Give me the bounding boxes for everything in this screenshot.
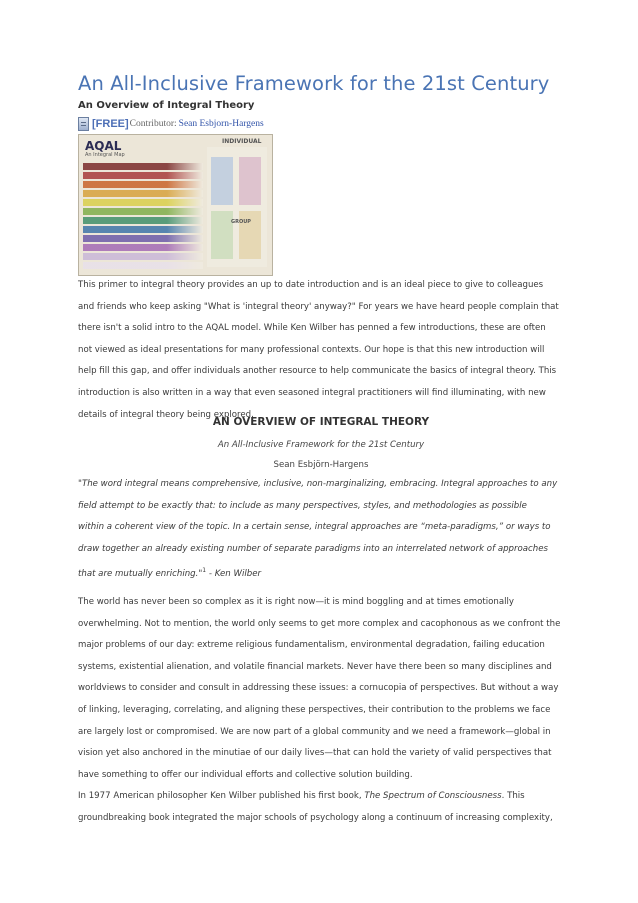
intro-line: and friends who keep asking "What is 'integral theory' anyway?" For years we have heard people complain that xyxy=(78,301,559,312)
paragraph-line: vision yet also anchored in the minutiae of our daily lives—that can hold the variety of valid perspectives that xyxy=(78,748,552,759)
aqal-quadrant-grid xyxy=(207,147,267,267)
intro-line: there isn't a solid intro to the AQAL model. While Ken Wilber has penned a few introductions, these are often xyxy=(78,323,546,334)
aqal-logo-subtitle: An Integral Map xyxy=(85,152,125,158)
paragraph-line: major problems of our day: extreme religious fundamentalism, environmental degradation, failing education xyxy=(78,640,545,651)
paragraph-line: worldviews to consider and consult in addressing these issues: a cornucopia of perspectives. But without a way xyxy=(78,683,559,694)
aqal-band xyxy=(83,172,203,179)
paragraph-line: have something to offer our individual efforts and collective solution building. xyxy=(78,769,413,780)
aqal-band xyxy=(83,163,203,170)
paragraph-line: systems, existential alienation, and volatile financial markets. Never have there been so many disciplines and xyxy=(78,661,552,672)
aqal-band xyxy=(83,235,203,242)
document-subtitle: An Overview of Integral Theory xyxy=(78,100,255,111)
quote-line: field attempt to be exactly that: to include as many perspectives, styles, and methodologies as possible xyxy=(78,500,527,511)
intro-line: not viewed as ideal presentations for many professional contexts. Our hope is that this new introduction will xyxy=(78,344,545,355)
aqal-band xyxy=(83,199,203,206)
wilber-quote xyxy=(78,474,564,582)
intro-line: help fill this gap, and offer individuals another resource to help communicate the basics of integral theory. This xyxy=(78,366,557,377)
footnote-mark[interactable]: 1 xyxy=(202,567,207,575)
document-icon xyxy=(78,117,89,131)
contributor-link[interactable]: Sean Esbjorn-Hargens xyxy=(178,119,264,129)
aqal-map-image xyxy=(78,134,273,276)
book-title: The Spectrum of Consciousness xyxy=(364,791,502,801)
contributor-label: Contributor: xyxy=(129,119,177,129)
intro-line: introduction is also written in a way that even seasoned integral practitioners will find illuminating, with new xyxy=(78,387,546,398)
aqal-band xyxy=(83,262,203,269)
aqal-band xyxy=(83,208,203,215)
contributor-row xyxy=(78,116,264,132)
aqal-band xyxy=(83,190,203,197)
quote-line: "The word integral means comprehensive, inclusive, non-marginalizing, embracing. Integral approaches to any xyxy=(78,479,558,489)
aqal-band xyxy=(83,226,203,233)
quote-last-line: that are mutually enriching."$^1$ - Ken Wilber xyxy=(78,567,262,580)
wilber-history-paragraph: In 1977 American philosopher Ken Wilber published his first book, The Spectrum of Consciousness. This groundbreaking book integrated the major schools of psychology along a continuum of increasing complexity, xyxy=(78,791,553,823)
intro-line: This primer to integral theory provides an up to date introduction and is an ideal piece to give to colleagues xyxy=(78,280,544,290)
aqal-band xyxy=(83,244,203,251)
aqal-group-label: GROUP xyxy=(231,219,251,225)
aqal-logo-text: AQAL xyxy=(85,139,122,153)
quote-line: within a coherent view of the topic. In a certain sense, integral approaches are “meta-paradigms,” or ways to xyxy=(78,522,551,533)
paragraph-line: overwhelming. Not to mention, the world only seems to get more complex and cacophonous as we confront the xyxy=(78,618,561,629)
aqal-band xyxy=(83,217,203,224)
aqal-band xyxy=(83,253,203,260)
intro-line: details of integral theory being explored. xyxy=(78,409,254,420)
document-title: An All-Inclusive Framework for the 21st Century xyxy=(78,72,550,95)
intro-paragraph xyxy=(78,275,564,426)
paragraph-line: The world has never been so complex as it is right now—it is mind boggling and at times emotionally xyxy=(78,597,514,607)
overview-subheading: An All-Inclusive Framework for the 21st Century xyxy=(217,440,425,450)
paragraph-line: of linking, leveraging, correlating, and aligning these perspectives, their contribution to the problems we face xyxy=(78,704,551,715)
free-badge[interactable]: [FREE] xyxy=(92,118,129,130)
world-complexity-paragraph xyxy=(78,592,564,786)
paragraph-line: are largely lost or compromised. We are now part of a global community and we need a framework—global in xyxy=(78,726,551,737)
aqal-individual-label: INDIVIDUAL xyxy=(222,138,262,145)
overview-author: Sean Esbjörn-Hargens xyxy=(273,460,369,470)
overview-heading: AN OVERVIEW OF INTEGRAL THEORY xyxy=(212,416,430,428)
quote-line: draw together an already existing number of separate paradigms into an interrelated network of approaches xyxy=(78,543,548,554)
aqal-band xyxy=(83,181,203,188)
